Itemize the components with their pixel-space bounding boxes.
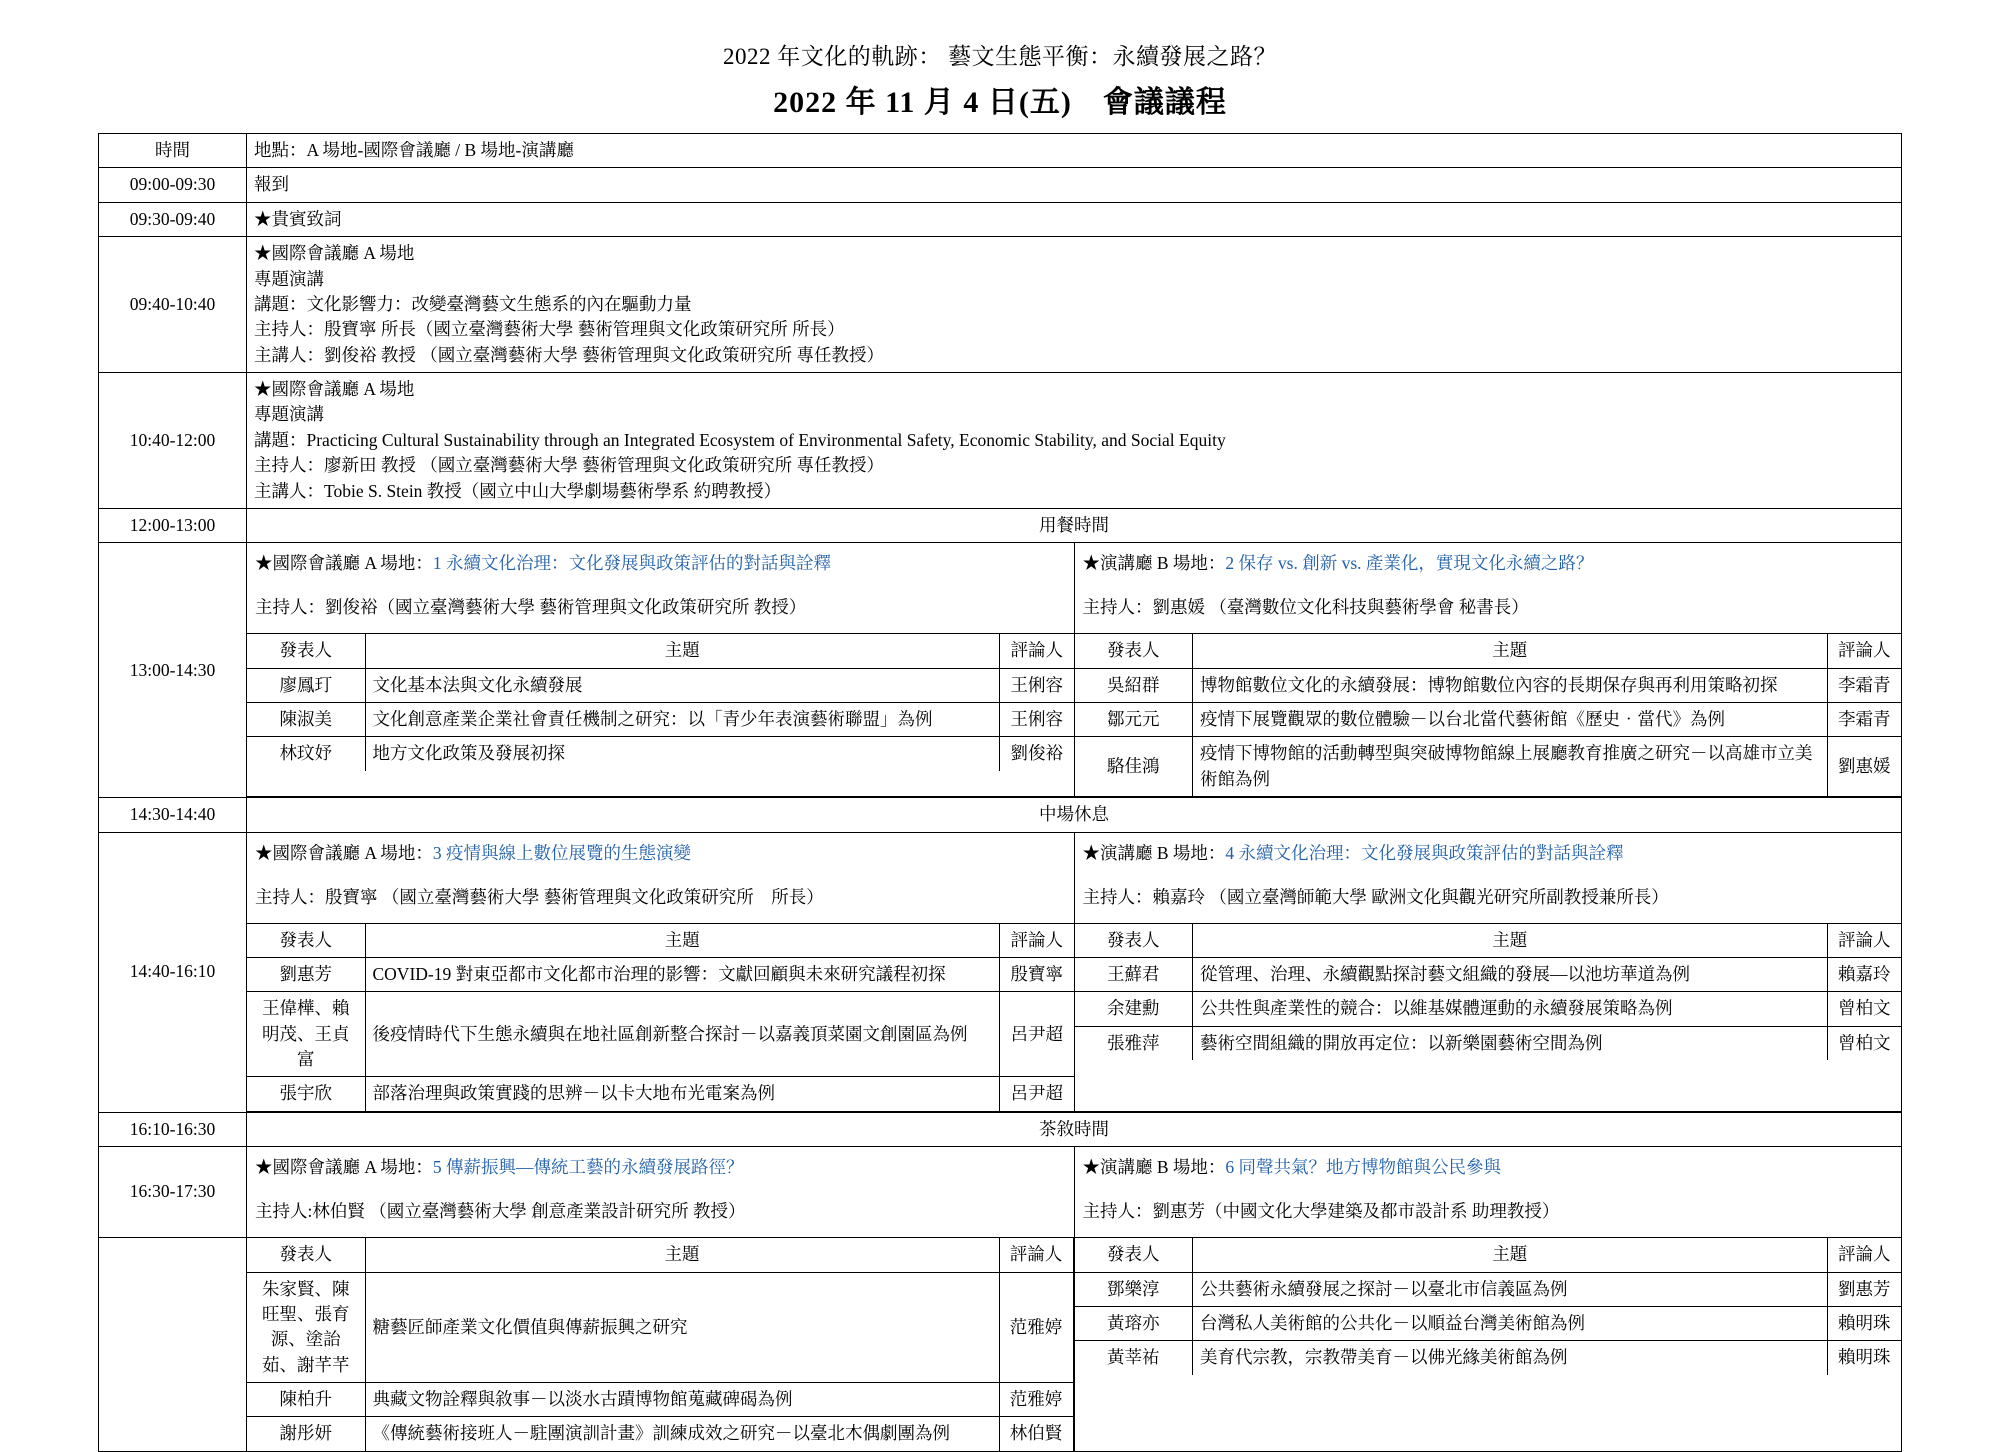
papers-header-row — [247, 1238, 1073, 1272]
presenter: 黃莘祐 — [1075, 1341, 1193, 1375]
session-a-chair: 主持人:林伯賢 （國立臺灣藝術大學 創意產業設計研究所 教授） — [255, 1201, 746, 1222]
session-a-panel — [247, 543, 1074, 796]
presenter: 廖鳳玎 — [247, 668, 365, 702]
session-b-venue: ★演講廳 B 場地： — [1082, 1157, 1226, 1178]
header-reviewer: 評論人 — [1827, 923, 1901, 957]
session-b-venue: ★演講廳 B 場地： — [1082, 842, 1226, 863]
header-presenter: 發表人 — [247, 634, 365, 668]
table-header-row — [99, 134, 1902, 168]
time-slot: 12:00-13:00 — [99, 508, 247, 542]
papers-header-row — [1075, 923, 1902, 957]
header-topic: 主題 — [365, 923, 1000, 957]
presenter: 張宇欣 — [247, 1077, 365, 1111]
header-presenter: 發表人 — [247, 1238, 365, 1272]
session-b-venue: ★演講廳 B 場地： — [1082, 553, 1226, 574]
table-row — [1075, 668, 1902, 702]
header-reviewer: 評論人 — [1827, 1238, 1901, 1272]
presenter: 王偉樺、賴明茂、王貞富 — [247, 992, 365, 1077]
session-b-papers — [1075, 1238, 1902, 1375]
presenter: 鄧樂淳 — [1075, 1272, 1193, 1306]
header-presenter: 發表人 — [1075, 923, 1193, 957]
paper-topic: 台灣私人美術館的公共化－以順益台灣美術館為例 — [1193, 1306, 1828, 1340]
session-a-chair: 主持人：劉俊裕（國立臺灣藝術大學 藝術管理與文化政策研究所 教授） — [255, 597, 807, 618]
session-a-panel — [247, 1238, 1074, 1451]
keynote-venue: ★國際會議廳 A 場地 — [254, 379, 415, 399]
keynote-type: 專題演講 — [254, 268, 324, 289]
table-row — [247, 1272, 1073, 1383]
table-row — [1075, 957, 1902, 991]
presenter: 劉惠芳 — [247, 957, 365, 991]
session-a-title: 3 疫情與線上數位展覽的生態演變 — [432, 842, 692, 863]
papers-header-row — [1075, 1238, 1902, 1272]
keynote-speaker: 主講人：劉俊裕 教授 （國立臺灣藝術大學 藝術管理與文化政策研究所 專任教授） — [254, 344, 884, 365]
time-slot: 16:10-16:30 — [99, 1112, 247, 1146]
table-row — [1075, 1306, 1902, 1340]
reviewer: 王俐容 — [1000, 668, 1074, 702]
presenter: 林玟妤 — [247, 737, 365, 771]
session-a-panel — [247, 833, 1074, 1112]
session-b-papers — [1075, 633, 1902, 796]
paper-topic: COVID-19 對東亞都市文化都市治理的影響：文獻回顧與未來研究議程初探 — [365, 957, 1000, 991]
header-topic: 主題 — [1193, 1238, 1828, 1272]
paper-topic: 博物館數位文化的永續發展：博物館數位內容的長期保存與再利用策略初探 — [1193, 668, 1828, 702]
page-title-line2: 2022 年 11 月 4 日(五) 會議議程 — [773, 86, 1227, 119]
header-topic: 主題 — [1193, 634, 1828, 668]
session-b-heading — [1075, 1147, 1902, 1237]
paper-topic: 公共藝術永續發展之探討－以臺北市信義區為例 — [1193, 1272, 1828, 1306]
keynote-row-1 — [99, 237, 1902, 373]
header-reviewer: 評論人 — [1827, 634, 1901, 668]
time-slot: 14:40-16:10 — [99, 832, 247, 1112]
break-row-lunch — [99, 508, 1902, 542]
presenter: 余建勳 — [1075, 992, 1193, 1026]
table-row — [247, 1383, 1073, 1417]
header-topic: 主題 — [1193, 923, 1828, 957]
keynote-chair: 主持人：廖新田 教授 （國立臺灣藝術大學 藝術管理與文化政策研究所 專任教授） — [254, 455, 884, 476]
header-reviewer: 評論人 — [999, 1238, 1073, 1272]
session-row-3-heading — [99, 1147, 1902, 1238]
presenter: 王蘚君 — [1075, 957, 1193, 991]
time-slot: 09:00-09:30 — [99, 168, 247, 202]
session-b-panel — [1074, 833, 1901, 1112]
page-title-line1: 2022 年文化的軌跡： 藝文生態平衡：永續發展之路？ — [723, 44, 1277, 69]
session-a-venue: ★國際會議廳 A 場地： — [255, 842, 433, 863]
keynote-venue: ★國際會議廳 A 場地 — [254, 243, 415, 264]
session-block-heading — [247, 1147, 1902, 1238]
reviewer: 呂尹超 — [1000, 992, 1074, 1077]
paper-topic: 疫情下展覽觀眾的數位體驗－以台北當代藝術館《歷史‧當代》為例 — [1193, 703, 1828, 737]
table-row — [1075, 703, 1902, 737]
presenter: 駱佳鴻 — [1075, 737, 1193, 796]
reviewer: 賴嘉玲 — [1827, 957, 1901, 991]
reviewer: 李霜青 — [1827, 703, 1901, 737]
session-a-heading — [247, 543, 1074, 633]
header-presenter: 發表人 — [1075, 634, 1193, 668]
reviewer: 曾柏文 — [1827, 992, 1901, 1026]
session-b-papers — [1075, 923, 1902, 1061]
table-row — [247, 1077, 1074, 1111]
keynote-speaker: 主講人：Tobie S. Stein 教授（國立中山大學劇場藝術學系 約聘教授） — [254, 480, 782, 501]
table-row — [1075, 737, 1902, 796]
table-row — [1075, 1341, 1902, 1375]
presenter: 鄒元元 — [1075, 703, 1193, 737]
session-block — [247, 543, 1902, 798]
reviewer: 劉俊裕 — [1000, 737, 1074, 771]
session-b-heading — [1075, 543, 1902, 633]
header-presenter: 發表人 — [247, 923, 365, 957]
session-b-chair: 主持人：賴嘉玲 （國立臺灣師範大學 歐洲文化與觀光研究所副教授兼所長） — [1082, 886, 1669, 907]
presenter: 張雅萍 — [1075, 1026, 1193, 1060]
session-a-papers — [247, 1238, 1074, 1451]
session-a-heading — [247, 833, 1074, 923]
paper-topic: 文化創意產業企業社會責任機制之研究：以「青少年表演藝術聯盟」為例 — [365, 703, 1000, 737]
keynote-block — [247, 237, 1902, 373]
paper-topic: 藝術空間組織的開放再定位：以新樂園藝術空間為例 — [1193, 1026, 1828, 1060]
session-b-title: 2 保存 vs. 創新 vs. 產業化，實現文化永續之路？ — [1225, 553, 1594, 574]
reviewer: 王俐容 — [1000, 703, 1074, 737]
break-row-1 — [99, 798, 1902, 832]
row-text: 報到 — [247, 168, 1902, 202]
reviewer: 范雅婷 — [999, 1383, 1073, 1417]
reviewer: 賴明珠 — [1827, 1306, 1901, 1340]
table-row — [247, 703, 1074, 737]
reviewer: 殷寶寧 — [1000, 957, 1074, 991]
time-slot: 10:40-12:00 — [99, 373, 247, 509]
paper-topic: 地方文化政策及發展初探 — [365, 737, 1000, 771]
table-row — [1075, 1272, 1902, 1306]
time-slot-empty — [99, 1238, 247, 1452]
keynote-row-2 — [99, 373, 1902, 509]
reviewer: 范雅婷 — [999, 1272, 1073, 1383]
session-a-venue: ★國際會議廳 A 場地： — [255, 553, 433, 574]
time-slot: 16:30-17:30 — [99, 1147, 247, 1238]
header-reviewer: 評論人 — [1000, 923, 1074, 957]
keynote-topic: 講題：文化影響力：改變臺灣藝文生態系的內在驅動力量 — [254, 293, 692, 314]
session-a-panel — [247, 1147, 1074, 1237]
header-topic: 主題 — [365, 1238, 999, 1272]
table-row — [99, 202, 1902, 236]
time-slot: 09:30-09:40 — [99, 202, 247, 236]
table-row — [247, 957, 1074, 991]
table-row — [1075, 1026, 1902, 1060]
presenter: 陳柏升 — [247, 1383, 365, 1417]
paper-topic: 美育代宗教，宗教帶美育－以佛光緣美術館為例 — [1193, 1341, 1828, 1375]
keynote-topic: 講題：Practicing Cultural Sustainability through an Integrated Ecosystem of Environmental Safety, Economic Stability, and Social Equity — [254, 429, 1226, 450]
keynote-chair: 主持人：殷寶寧 所長（國立臺灣藝術大學 藝術管理與文化政策研究所 所長） — [254, 319, 845, 340]
session-a-chair: 主持人：殷寶寧 （國立臺灣藝術大學 藝術管理與文化政策研究所 所長） — [255, 886, 824, 907]
presenter: 陳淑美 — [247, 703, 365, 737]
session-b-title: 4 永續文化治理：文化發展與政策評估的對話與詮釋 — [1225, 842, 1624, 863]
presenter: 朱家賢、陳旺聖、張育源、塗詒茹、謝芊芊 — [247, 1272, 365, 1383]
time-slot: 13:00-14:30 — [99, 543, 247, 798]
column-header-time: 時間 — [99, 134, 247, 168]
paper-topic: 《傳統藝術接班人－駐團演訓計畫》訓練成效之研究－以臺北木偶劇團為例 — [365, 1417, 999, 1451]
break-row-2 — [99, 1112, 1902, 1146]
paper-topic: 糖藝匠師產業文化價值與傳薪振興之研究 — [365, 1272, 999, 1383]
session-b-chair: 主持人：劉惠芳（中國文化大學建築及都市設計系 助理教授） — [1082, 1201, 1560, 1222]
session-a-venue: ★國際會議廳 A 場地： — [255, 1157, 433, 1178]
header-topic: 主題 — [365, 634, 1000, 668]
table-row — [1075, 992, 1902, 1026]
paper-topic: 典藏文物詮釋與敘事－以淡水古蹟博物館蒐藏碑碣為例 — [365, 1383, 999, 1417]
break-label: 用餐時間 — [247, 508, 1902, 542]
keynote-type: 專題演講 — [254, 404, 324, 425]
break-label: 茶敘時間 — [247, 1112, 1902, 1146]
session-row-3-papers — [99, 1238, 1902, 1452]
presenter: 謝彤妍 — [247, 1417, 365, 1451]
reviewer: 劉惠芳 — [1827, 1272, 1901, 1306]
session-b-panel — [1074, 1238, 1901, 1451]
paper-topic: 後疫情時代下生態永續與在地社區創新整合探討－以嘉義頂菜園文創園區為例 — [365, 992, 1000, 1077]
paper-topic: 公共性與產業性的競合：以維基媒體運動的永續發展策略為例 — [1193, 992, 1828, 1026]
reviewer: 呂尹超 — [1000, 1077, 1074, 1111]
time-slot: 09:40-10:40 — [99, 237, 247, 373]
session-a-title: 1 永續文化治理：文化發展與政策評估的對話與詮釋 — [432, 553, 832, 574]
session-b-panel — [1074, 1147, 1901, 1237]
session-b-title: 6 同聲共氣？地方博物館與公民參與 — [1225, 1157, 1502, 1178]
presenter: 吳紹群 — [1075, 668, 1193, 702]
session-a-heading — [247, 1147, 1074, 1237]
paper-topic: 文化基本法與文化永續發展 — [365, 668, 1000, 702]
session-a-papers — [247, 633, 1074, 771]
agenda-table — [98, 133, 1902, 1452]
papers-header-row — [247, 923, 1074, 957]
paper-topic: 疫情下博物館的活動轉型與突破博物館線上展廳教育推廣之研究－以高雄市立美術館為例 — [1193, 737, 1828, 796]
session-block — [247, 832, 1902, 1112]
session-row-2 — [99, 832, 1902, 1112]
paper-topic: 部落治理與政策實踐的思辨－以卡大地布光電案為例 — [365, 1077, 1000, 1111]
table-row — [247, 992, 1074, 1077]
table-row — [247, 737, 1074, 771]
header-reviewer: 評論人 — [1000, 634, 1074, 668]
time-slot: 14:30-14:40 — [99, 798, 247, 832]
reviewer: 賴明珠 — [1827, 1341, 1901, 1375]
session-a-title: 5 傳薪振興—傳統工藝的永續發展路徑？ — [432, 1157, 744, 1178]
row-text: ★貴賓致詞 — [247, 202, 1902, 236]
session-block-papers — [247, 1238, 1902, 1452]
reviewer: 林伯賢 — [999, 1417, 1073, 1451]
table-row — [247, 1417, 1073, 1451]
papers-header-row — [1075, 634, 1902, 668]
keynote-block — [247, 373, 1902, 509]
break-label: 中場休息 — [247, 798, 1902, 832]
session-a-papers — [247, 923, 1074, 1111]
presenter: 黃瑢亦 — [1075, 1306, 1193, 1340]
session-b-heading — [1075, 833, 1902, 923]
paper-topic: 從管理、治理、永續觀點探討藝文組織的發展—以池坊華道為例 — [1193, 957, 1828, 991]
reviewer: 曾柏文 — [1827, 1026, 1901, 1060]
header-presenter: 發表人 — [1075, 1238, 1193, 1272]
table-row — [99, 168, 1902, 202]
venue-header: 地點：A 場地-國際會議廳 / B 場地-演講廳 — [247, 134, 1902, 168]
reviewer: 李霜青 — [1827, 668, 1901, 702]
session-row-1 — [99, 543, 1902, 798]
papers-header-row — [247, 634, 1074, 668]
session-b-panel — [1074, 543, 1901, 796]
session-b-chair: 主持人：劉惠媛 （臺灣數位文化科技與藝術學會 秘書長） — [1082, 597, 1529, 618]
table-row — [247, 668, 1074, 702]
reviewer: 劉惠媛 — [1827, 737, 1901, 796]
